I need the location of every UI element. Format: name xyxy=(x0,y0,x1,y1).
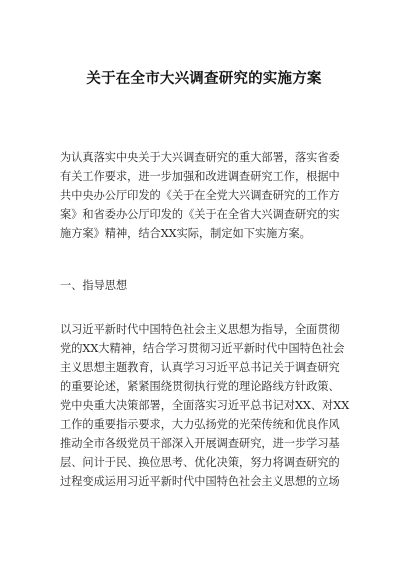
paragraph-line: 的重要论述，紧紧围绕贯彻执行党的理论路线方针政策、 xyxy=(60,380,340,393)
paragraph-line: 过程变成运用习近平新时代中国特色社会主义思想的立场 xyxy=(60,475,340,488)
section-heading: 一、指导思想 xyxy=(60,279,128,292)
paragraph-line: 为认真落实中央关于大兴调查研究的重大部署，落实省委 xyxy=(60,151,340,164)
paragraph-line: 有关工作要求，进一步加强和改进调查研究工作，根据中 xyxy=(60,170,340,183)
paragraph-line: 党的XX大精神，结合学习贯彻习近平新时代中国特色社会 xyxy=(60,342,345,355)
paragraph-line: 党中央重大决策部署，全面落实习近平总书记对XX、对XX xyxy=(60,399,350,412)
paragraph-line: 推动全市各级党员干部深入开展调查研究，进一步学习基 xyxy=(60,437,340,450)
paragraph-line: 施方案》精神，结合XX实际，制定如下实施方案。 xyxy=(60,227,311,240)
paragraph-line: 工作的重要指示要求，大力弘扬党的光荣传统和优良作风 xyxy=(60,418,340,431)
paragraph-line: 主义思想主题教育，认真学习习近平总书记关于调查研究 xyxy=(60,361,340,374)
paragraph-line: 案》和省委办公厅印发的《关于在全省大兴调查研究的实 xyxy=(60,208,340,221)
paragraph-line: 共中央办公厅印发的《关于在全党大兴调查研究的工作方 xyxy=(60,189,340,202)
document-title: 关于在全市大兴调查研究的实施方案 xyxy=(86,71,322,87)
paragraph-line: 层、问计于民、换位思考、优化决策，努力将调查研究的 xyxy=(60,456,340,469)
paragraph-line: 以习近平新时代中国特色社会主义思想为指导，全面贯彻 xyxy=(60,323,340,336)
